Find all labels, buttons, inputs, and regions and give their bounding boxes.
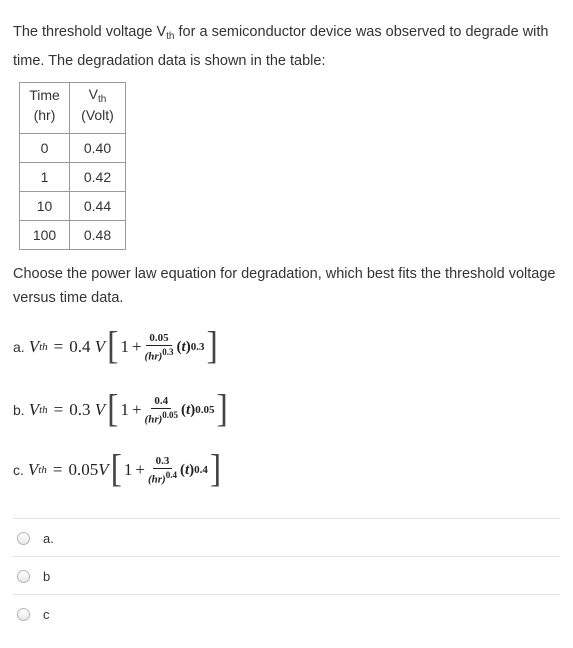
question-prompt: Choose the power law equation for degradation, which best fits the threshold voltage versus time data. (13, 266, 556, 306)
header-vth: $V_{th}$ (70, 83, 126, 108)
cell-time: 1 (20, 163, 70, 192)
radio-button-c[interactable] (17, 608, 30, 621)
answer-option-b[interactable] (13, 556, 560, 595)
question-intro: The threshold voltage $V_{th}$ for a semiconductor device was observed to degrade with time. The degradation data is shown in the table: (13, 24, 549, 69)
option-label: b (43, 568, 51, 584)
bracket-open: [ (107, 325, 119, 368)
equation-c: c. V th = 0.05 V [ 1 + $\frac{0.3}{(hr)^{0.4}}$ (t) 0.4 ] (13, 448, 222, 491)
cell-volt: 0.40 (70, 134, 126, 163)
radio-button-b[interactable] (17, 570, 30, 583)
degradation-table (19, 82, 126, 250)
option-label: c (43, 606, 50, 622)
table-header-units-row (20, 107, 126, 134)
table-row (20, 134, 126, 163)
cell-volt: 0.44 (70, 192, 126, 221)
answer-option-c[interactable] (13, 594, 560, 633)
bracket-close: ] (209, 448, 222, 491)
table-row (20, 192, 126, 221)
table-header-row (20, 83, 126, 108)
cell-time: 100 (20, 221, 70, 250)
fraction: $\frac{0.3}{(hr)^{0.4}}$ (148, 454, 177, 486)
equation-b: b. V th = 0.3 V [ 1 + $\frac{0.4}{(hr)^{0.05}}$ (t) 0.05 ] (13, 388, 228, 431)
cell-volt: 0.48 (70, 221, 126, 250)
equation-a: a. V th = 0.4 V [ 1 + $\frac{0.05}{(hr)^{0.3}}$ (t) 0.3 ] (13, 325, 218, 368)
option-label: a. (43, 530, 54, 546)
fraction: $\frac{0.4}{(hr)^{0.05}}$ (144, 394, 179, 426)
header-vth-unit: (Volt) (70, 107, 126, 134)
fraction: $\frac{0.05}{(hr)^{0.3}}$ (144, 331, 174, 363)
header-time-unit: (hr) (20, 107, 70, 134)
table-row (20, 221, 126, 250)
table-row (20, 163, 126, 192)
cell-volt: 0.42 (70, 163, 126, 192)
cell-time: 10 (20, 192, 70, 221)
radio-button-a[interactable] (17, 532, 30, 545)
cell-time: 0 (20, 134, 70, 163)
bracket-open: [ (110, 448, 122, 491)
bracket-close: ] (216, 388, 228, 431)
bracket-open: [ (107, 388, 119, 431)
answer-option-a[interactable] (13, 518, 560, 557)
bracket-close: ] (206, 325, 218, 368)
header-time: Time (20, 83, 70, 108)
